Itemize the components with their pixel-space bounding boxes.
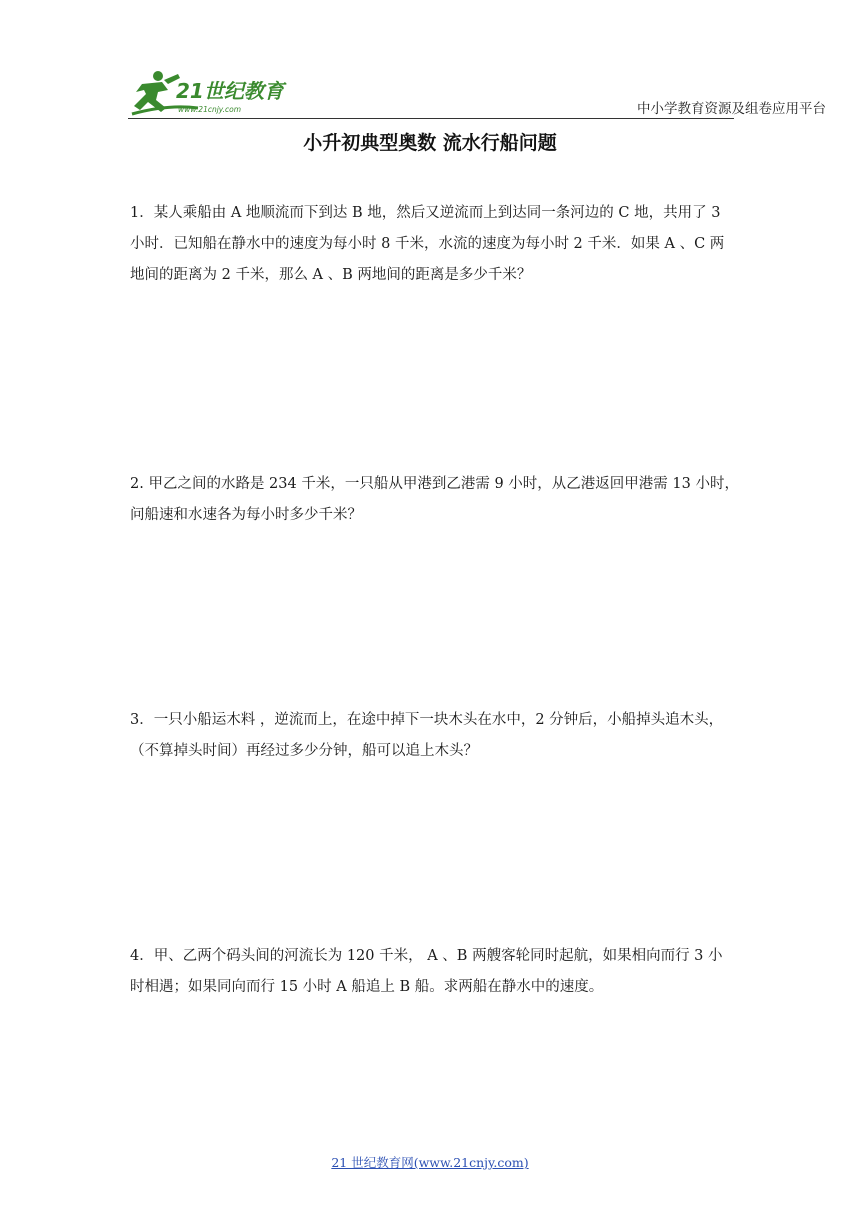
- footer-link[interactable]: 21 世纪教育网(www.21cnjy.com): [331, 1155, 529, 1170]
- question-1: [130, 198, 730, 291]
- question-4: [130, 941, 730, 1003]
- question-line: 3．一只小船运木料 ，逆流而上，在途中掉下一块木头在水中，2 分钟后，小船掉头追木头，: [130, 712, 724, 728]
- logo-url: www.21cnjy.com: [178, 105, 242, 114]
- page-footer: [0, 1153, 860, 1171]
- question-line: 4．甲、乙两个码头间的河流长为 120 千米， A 、B 两艘客轮同时起航，如果相向而行 3 小: [130, 948, 723, 964]
- logo-text: 21世纪教育: [176, 79, 284, 103]
- question-2: [130, 469, 739, 531]
- question-line: 1．某人乘船由 A 地顺流而下到达 B 地，然后又逆流而上到达同一条河边的 C 地，共用了 3: [130, 205, 721, 221]
- question-line: （不算掉头时间）再经过多少分钟，船可以追上木头？: [130, 743, 478, 759]
- question-line: 2. 甲乙之间的水路是 234 千米，一只船从甲港到乙港需 9 小时，从乙港返回甲港需 13 小时，: [130, 476, 739, 492]
- page-header: [128, 64, 826, 120]
- question-3: [130, 705, 730, 767]
- page-title: 小升初典型奥数 流水行船问题: [303, 132, 557, 154]
- question-line: 问船速和水速各为每小时多少千米？: [130, 507, 362, 523]
- header-divider: [128, 118, 734, 119]
- question-line: 小时．已知船在静水中的速度为每小时 8 千米，水流的速度为每小时 2 千米．如果 A 、C 两: [130, 236, 725, 252]
- question-line: 时相遇；如果同向而行 15 小时 A 船追上 B 船。求两船在静水中的速度。: [130, 979, 604, 995]
- logo-21cnjy-icon: [128, 68, 303, 118]
- question-line: 地间的距离为 2 千米，那么 A 、B 两地间的距离是多少千米？: [130, 267, 532, 283]
- platform-label: 中小学教育资源及组卷应用平台: [637, 101, 826, 117]
